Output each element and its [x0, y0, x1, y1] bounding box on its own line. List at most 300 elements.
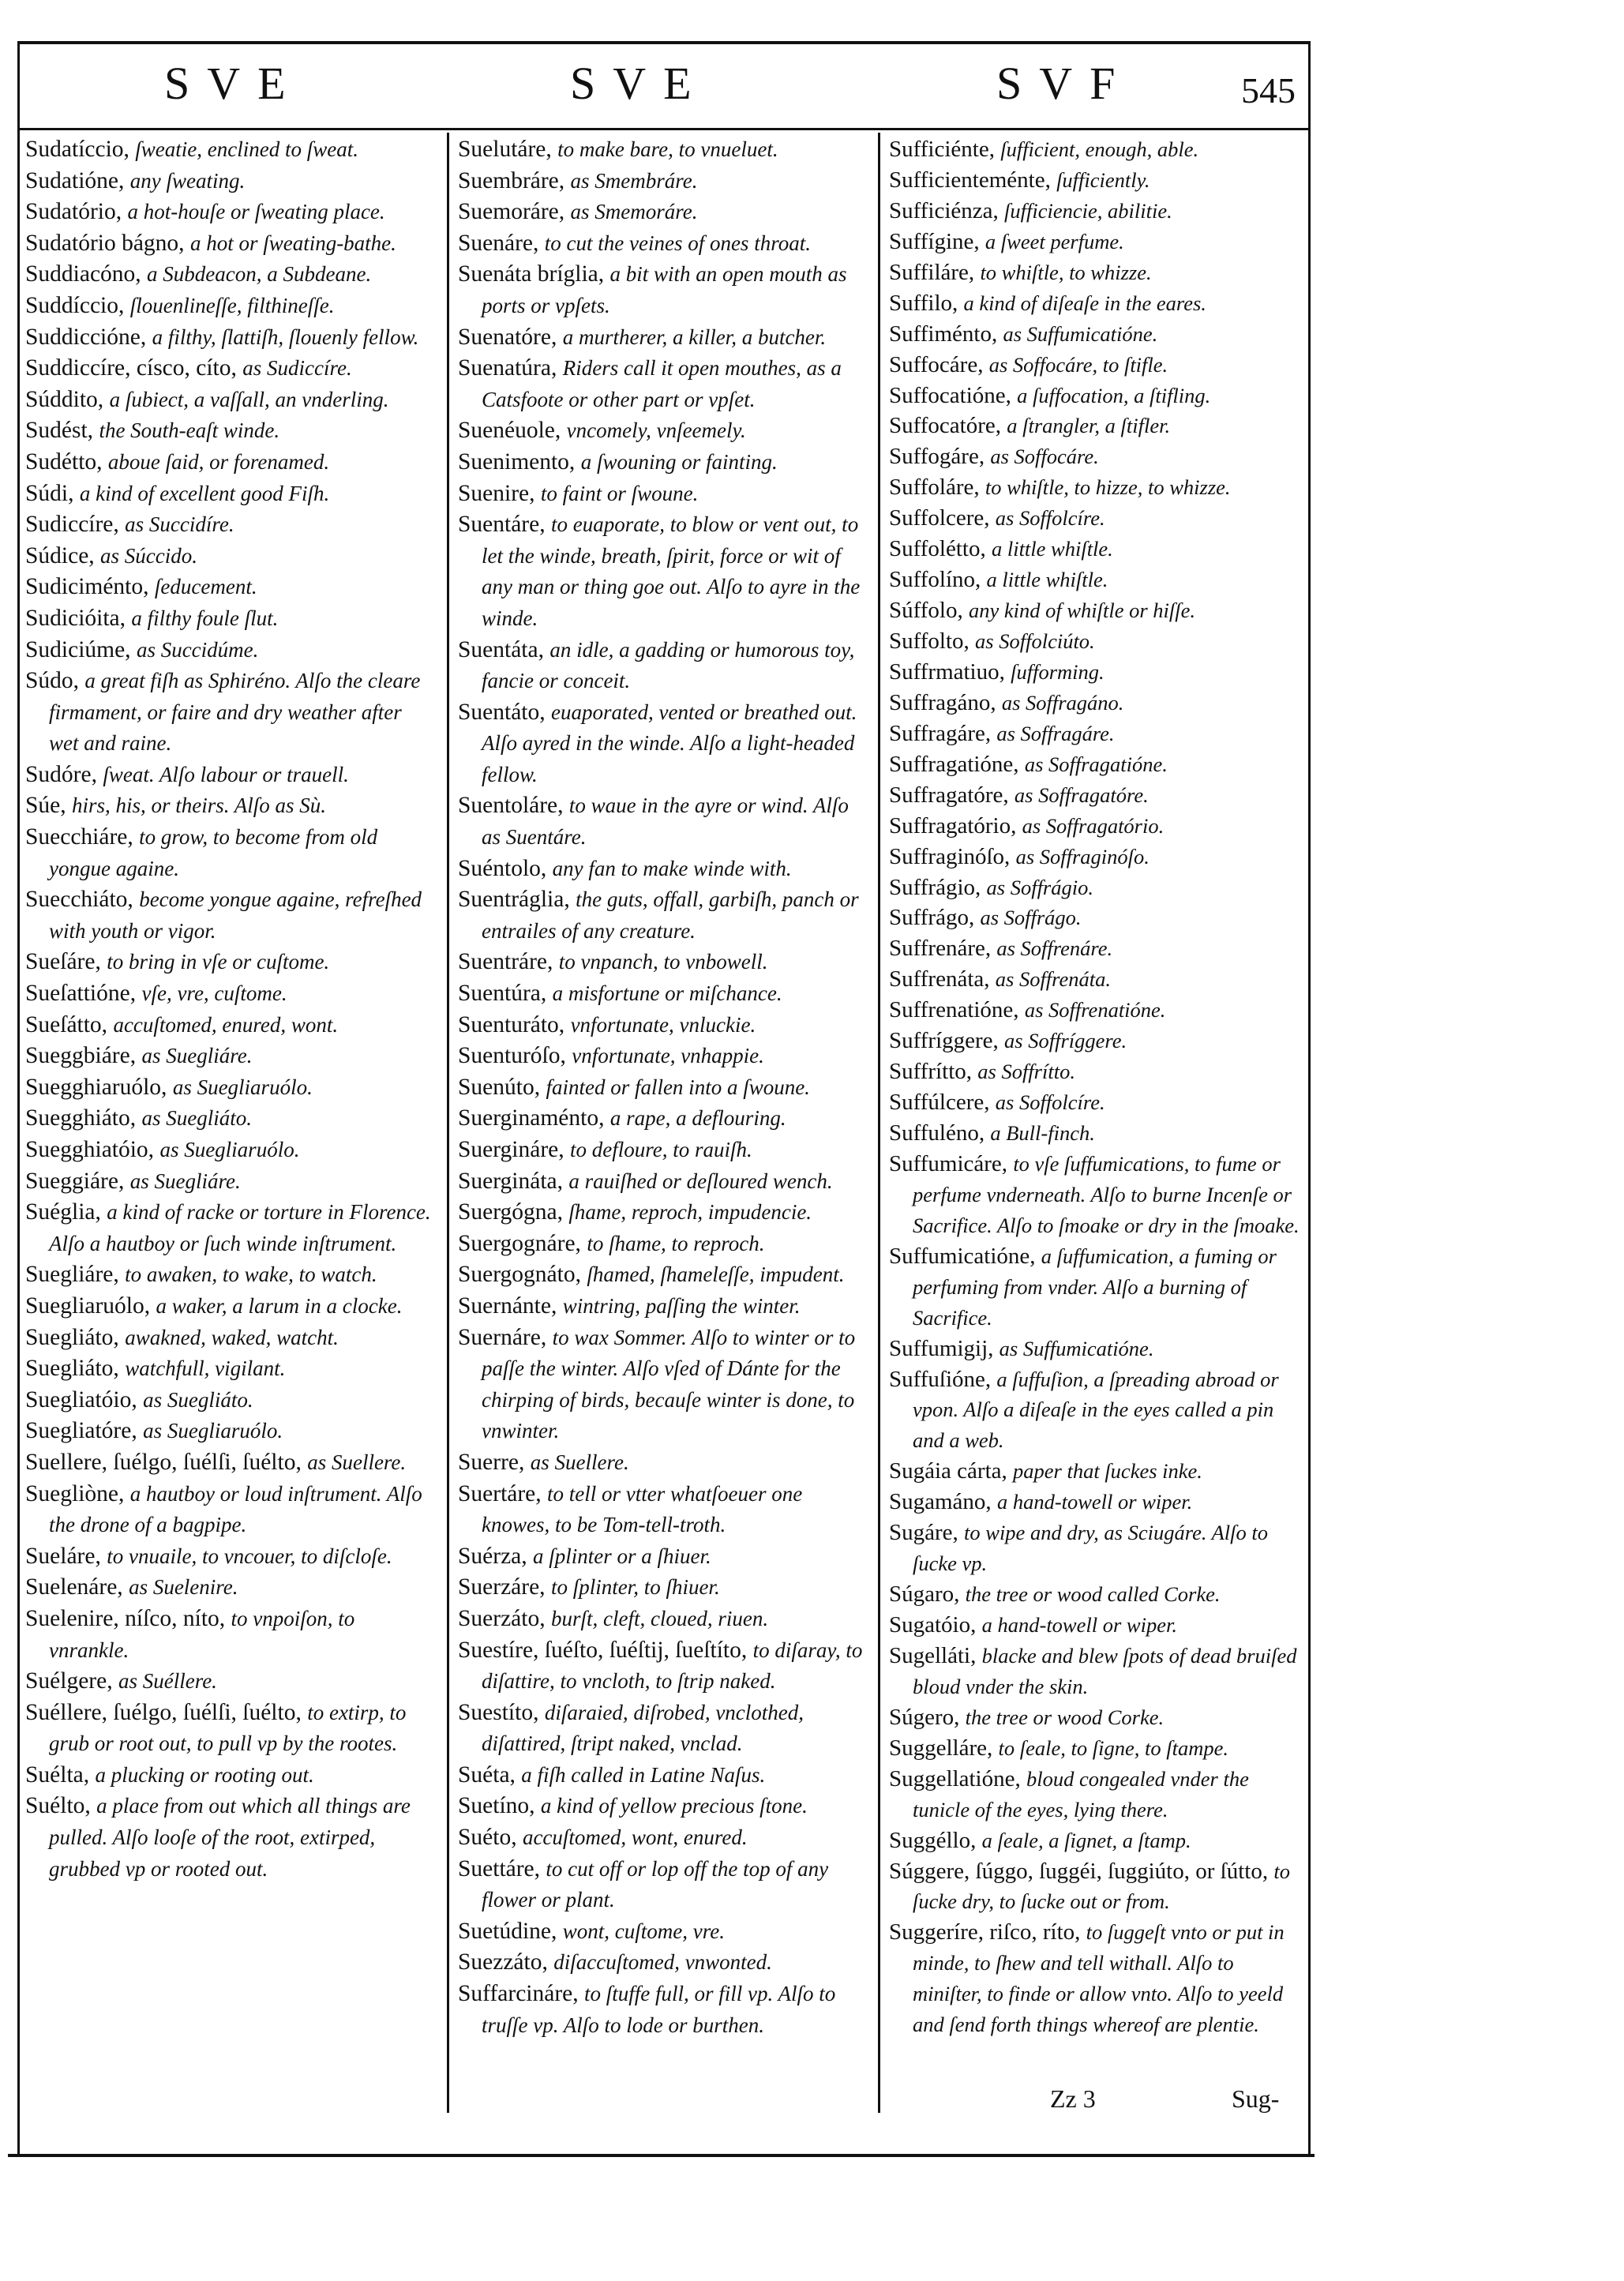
dictionary-entry	[25, 1479, 436, 1541]
headword: Suegliatóre,	[25, 1418, 137, 1444]
headword: Sudiccíre,	[25, 512, 119, 538]
definition: to grow, to become from old yongue againe.	[49, 825, 378, 880]
headword: Súggere, ſúggo, ſuggéi, ſuggiúto, or ſútto,	[889, 1858, 1269, 1884]
headword: Suffrenatióne,	[889, 997, 1019, 1023]
dictionary-entry	[25, 603, 436, 635]
definition: ſufficiently.	[1056, 167, 1150, 192]
definition: a place from out which all things are pulled. Alſo looſe of the root, extirped, grubbed vp or rooted out.	[49, 1794, 411, 1881]
dictionary-entry	[458, 1135, 868, 1166]
dictionary-entry	[889, 257, 1300, 288]
definition: any fan to make winde with.	[552, 856, 792, 880]
dictionary-entry	[25, 790, 436, 822]
headword: Suegliatóio,	[25, 1386, 137, 1412]
headword: Suegghiáto,	[25, 1105, 137, 1131]
headword: Sueſáre,	[25, 949, 101, 975]
definition: ſufficiencie, abilitie.	[1004, 198, 1172, 223]
definition: a rape, a deflouring.	[609, 1106, 786, 1131]
dictionary-entry	[25, 947, 436, 978]
definition: a ſeale, a ſignet, a ſtamp.	[981, 1828, 1191, 1852]
definition: to make bare, to vnueluet.	[557, 137, 778, 161]
headword: Suentoláre,	[458, 793, 564, 819]
headword: Suéta,	[458, 1761, 516, 1788]
definition: diſaccuſtomed, vnwonted.	[553, 1950, 772, 1975]
definition: accuſtomed, wont, enured.	[522, 1825, 748, 1850]
definition: a ſuffuſion, a ſpreading abroad or vpon. Alſo a diſeaſe in the eyes called a pin and a web.	[913, 1367, 1279, 1453]
definition: vnfortunate, vnluckie.	[570, 1012, 756, 1037]
dictionary-entry	[889, 441, 1300, 472]
headword: Sugatóio,	[889, 1612, 977, 1638]
headword: Suffrágo,	[889, 905, 975, 931]
headword: Suerzáre,	[458, 1574, 546, 1600]
definition: a ſplinter or a ſhiuer.	[533, 1544, 711, 1568]
definition: fainted or fallen into a ſwoune.	[546, 1075, 810, 1099]
definition: any kind of whiſtle or hiſſe.	[968, 598, 1196, 623]
headword: Suerre,	[458, 1449, 525, 1475]
dictionary-entry	[25, 541, 436, 572]
headword: Suéglia,	[25, 1199, 101, 1225]
dictionary-entry	[458, 1947, 868, 1979]
dictionary-entry	[458, 978, 868, 1010]
definition: to whiſtle, to hizze, to whizze.	[985, 475, 1231, 500]
dictionary-entry	[889, 1764, 1300, 1825]
headword: Suffragatório,	[889, 812, 1017, 838]
definition: a plucking or rooting out.	[95, 1762, 314, 1787]
headword: Suggeríre, riſco, ríto,	[889, 1919, 1081, 1945]
definition: to vnpanch, to vnbowell.	[558, 950, 768, 974]
headword: Sudétto,	[25, 448, 103, 475]
definition: as Soffolciúto.	[975, 629, 1095, 653]
definition: accuſtomed, enured, wont.	[113, 1012, 339, 1037]
definition: a little whiſtle.	[986, 568, 1108, 592]
dictionary-entry	[889, 902, 1300, 933]
definition: a hand-towell or wiper.	[981, 1613, 1177, 1637]
dictionary-entry	[889, 1825, 1300, 1856]
definition: a Bull-finch.	[990, 1121, 1095, 1145]
dictionary-entry	[889, 688, 1300, 718]
definition: as Soffocáre, to ſtifle.	[988, 352, 1168, 377]
headword: Suélgere,	[25, 1668, 113, 1694]
headword: Suerginaménto,	[458, 1105, 605, 1131]
headword: Suegliáre,	[25, 1262, 119, 1288]
definition: a ſweet perfume.	[985, 229, 1124, 253]
headword: Suffolétto,	[889, 536, 986, 562]
dictionary-entry	[889, 842, 1300, 872]
headword: Suffríggere,	[889, 1028, 999, 1054]
headword: Suérza,	[458, 1543, 527, 1569]
definition: as Suegliáto.	[141, 1106, 252, 1131]
definition: as Soffragatióne.	[1024, 752, 1168, 776]
dictionary-entry	[889, 1518, 1300, 1579]
dictionary-entry	[458, 259, 868, 321]
dictionary-entry	[25, 1666, 436, 1698]
definition: to faint or ſwoune.	[540, 481, 699, 505]
dictionary-entry	[25, 572, 436, 603]
dictionary-entry	[889, 872, 1300, 903]
definition: as Suegliaruólo.	[159, 1138, 300, 1161]
headword: Suenturáto,	[458, 1011, 565, 1037]
definition: a filthy, ſlattiſh, ſlouenly fellow.	[152, 325, 419, 349]
dictionary-entry	[889, 1702, 1300, 1733]
definition: to defloure, to rauiſh.	[570, 1138, 752, 1161]
headword: Suegghiaruólo,	[25, 1074, 167, 1100]
headword: Suelenire, níſco, níto,	[25, 1605, 226, 1631]
headword: Suffoláre,	[889, 475, 980, 501]
headword: Suffrenáre,	[889, 936, 992, 962]
headword: Suergináta,	[458, 1168, 563, 1194]
headword: Suentáre,	[458, 512, 546, 538]
definition: ſeducement.	[154, 575, 257, 599]
dictionary-entry	[25, 134, 436, 166]
headword: Suegghiatóio,	[25, 1137, 155, 1162]
left-border	[17, 41, 20, 2157]
column-divider-2	[878, 133, 880, 2113]
definition: a murtherer, a killer, a butcher.	[562, 325, 827, 349]
definition: to diſaray, to diſattire, to vncloth, to ſtrip naked.	[482, 1638, 863, 1694]
headword: Súe,	[25, 793, 66, 819]
headword: Suenire,	[458, 480, 535, 506]
headword: Suddíccio,	[25, 292, 125, 318]
dictionary-entry	[889, 1087, 1300, 1118]
dictionary-entry	[25, 1760, 436, 1791]
headword: Suentáta,	[458, 636, 544, 662]
dictionary-entry	[25, 322, 436, 354]
dictionary-entry	[889, 1118, 1300, 1149]
catchword: Sug-	[1232, 2084, 1280, 2113]
definition: diſaraied, diſrobed, vnclothed, diſattired, ſtript naked, vnclad.	[482, 1700, 804, 1756]
definition: as Soffríggere.	[1004, 1029, 1127, 1053]
dictionary-entry	[25, 1166, 436, 1198]
dictionary-entry	[458, 1041, 868, 1072]
dictionary-entry	[458, 790, 868, 853]
dictionary-entry	[889, 534, 1300, 565]
headword: Suffolto,	[889, 628, 970, 654]
column-1	[25, 134, 436, 1885]
headword: Suggelláre,	[889, 1735, 993, 1761]
definition: as Suffumicatióne.	[1003, 321, 1158, 346]
dictionary-entry	[889, 933, 1300, 964]
headword: Sueláre,	[25, 1543, 101, 1569]
headword: Sufficiénte,	[889, 137, 995, 162]
headword: Sueggiáre,	[25, 1168, 125, 1194]
definition: a great fiſh as Sphiréno. Alſo the cleare firmament, or faire and dry weather after wet and raine.	[49, 669, 421, 756]
dictionary-entry	[25, 1103, 436, 1135]
headword: Suélto,	[25, 1793, 91, 1819]
headword: Suffiménto,	[889, 321, 998, 347]
dictionary-entry	[458, 197, 868, 228]
dictionary-entry	[889, 1026, 1300, 1056]
dictionary-entry	[458, 1635, 868, 1698]
definition: a kind of excellent good Fiſh.	[79, 481, 330, 505]
definition: vncomely, vnſeemely.	[566, 418, 746, 443]
dictionary-entry	[25, 1604, 436, 1666]
definition: a rauiſhed or deſloured wench.	[568, 1169, 833, 1193]
headword: Suernáre,	[458, 1324, 547, 1350]
dictionary-entry	[458, 1916, 868, 1948]
dictionary-entry	[25, 1259, 436, 1291]
headword: Súddito,	[25, 386, 104, 412]
running-head-right: SVF	[996, 58, 1133, 109]
definition: a hot-houſe or ſweating place.	[127, 200, 385, 224]
headword: Suemoráre,	[458, 199, 565, 225]
headword: Suggéllo,	[889, 1827, 977, 1853]
definition: to wax Sommer. Alſo to winter or to paſſe the winter. Alſo vſed of Dánte for the chirping of birds, becauſe winter is done, to vnwinter.	[482, 1325, 856, 1443]
right-border	[1308, 41, 1311, 2157]
headword: Suffrenáta,	[889, 966, 990, 992]
dictionary-entry	[25, 228, 436, 260]
headword: Sugáia cárta,	[889, 1458, 1007, 1484]
definition: the tree or wood called Corke.	[965, 1582, 1221, 1607]
headword: Suestíre, ſuéſto, ſuéſtij, ſueſtíto,	[458, 1637, 748, 1663]
dictionary-entry	[25, 666, 436, 760]
dictionary-entry	[889, 1364, 1300, 1457]
dictionary-entry	[25, 509, 436, 541]
dictionary-entry	[25, 1291, 436, 1322]
definition: to ſtuffe full, or fill vp. Alſo to truſſe vp. Alſo to lode or burthen.	[482, 1982, 836, 2037]
dictionary-entry	[889, 995, 1300, 1026]
definition: the South-eaſt winde.	[99, 418, 280, 443]
headword: Suffuſióne,	[889, 1366, 992, 1392]
headword: Suffolíno,	[889, 567, 981, 593]
headword: Suentráre,	[458, 949, 553, 975]
signature-mark: Zz 3	[1050, 2084, 1096, 2113]
definition: to bring in vſe or cuſtome.	[107, 950, 330, 974]
headword: Súgero,	[889, 1704, 960, 1730]
definition: as Smemoráre.	[570, 200, 698, 224]
headword: Suenturóſo,	[458, 1043, 566, 1069]
definition: the tree or wood Corke.	[965, 1705, 1165, 1729]
headword: Sudiciúme,	[25, 636, 131, 662]
headword: Suecchiáto,	[25, 887, 133, 913]
definition: blacke and blew ſpots of dead bruiſed bloud vnder the skin.	[913, 1643, 1297, 1698]
headword: Suéllere, ſuélgo, ſuélſi, ſuélto,	[25, 1699, 302, 1725]
dictionary-entry	[889, 749, 1300, 780]
headword: Sudiciménto,	[25, 574, 149, 600]
definition: an idle, a gadding or humorous toy, fancie or conceit.	[482, 637, 855, 693]
definition: a little whiſtle.	[991, 537, 1113, 561]
definition: as Succidúme.	[136, 637, 259, 662]
dictionary-entry	[25, 291, 436, 322]
dictionary-entry	[889, 1733, 1300, 1764]
definition: burſt, cleft, cloued, riuen.	[550, 1606, 769, 1630]
definition: as Soffrágio.	[986, 875, 1093, 899]
dictionary-entry	[25, 1541, 436, 1573]
dictionary-entry	[458, 228, 868, 260]
dictionary-entry	[458, 635, 868, 697]
dictionary-entry	[458, 322, 868, 354]
definition: a ſtrangler, a ſtifler.	[1007, 414, 1171, 438]
headword: Sufficienteménte,	[889, 167, 1051, 193]
running-head-center: SVE	[570, 58, 709, 109]
definition: as Soffrenáre.	[996, 936, 1113, 961]
headword: Suelenáre,	[25, 1574, 123, 1600]
definition: to cut the veines of ones throat.	[544, 231, 811, 255]
dictionary-entry	[889, 134, 1300, 165]
headword: Suffocatióne,	[889, 382, 1011, 408]
dictionary-entry	[25, 635, 436, 666]
definition: to extirp, to grub or root out, to pull vp by the rootes.	[49, 1700, 407, 1756]
definition: a ſubiect, a vaſſall, an vnderling.	[109, 387, 389, 411]
dictionary-entry	[458, 1322, 868, 1447]
dictionary-entry	[889, 1579, 1300, 1610]
headword: Suffarcináre,	[458, 1981, 579, 2007]
dictionary-entry	[889, 503, 1300, 534]
dictionary-entry	[25, 353, 436, 385]
headword: Suffocatóre,	[889, 413, 1001, 439]
headword: Sueſátto,	[25, 1011, 108, 1037]
definition: to vnpoiſon, to vnrankle.	[49, 1606, 355, 1662]
dictionary-entry	[458, 1291, 868, 1322]
dictionary-entry	[25, 1385, 436, 1416]
headword: Suenatóre,	[458, 324, 557, 350]
dictionary-entry	[458, 1447, 868, 1479]
page-number: 545	[1241, 70, 1296, 111]
headword: Suentúra,	[458, 981, 547, 1007]
definition: as Súccido.	[100, 543, 198, 568]
headword: Suelutáre,	[458, 137, 552, 162]
definition: to euaporate, to blow or vent out, to let the winde, breath, ſpirit, force or wit of any man or thing goe out. Alſo to ayre in the winde.	[482, 512, 861, 630]
dictionary-entry	[458, 884, 868, 947]
definition: as Suegliáre.	[141, 1044, 253, 1068]
headword: Suenáta bríglia,	[458, 261, 605, 287]
dictionary-entry	[25, 166, 436, 197]
definition: a misfortune or miſchance.	[552, 981, 782, 1006]
headword: Súffolo,	[889, 598, 963, 624]
definition: paper that ſuckes inke.	[1013, 1459, 1202, 1484]
definition: a kind of racke or torture in Florence. Alſo a hautboy or ſuch winde inſtrument.	[49, 1200, 431, 1255]
dictionary-entry	[458, 1010, 868, 1041]
definition: euaporated, vented or breathed out. Alſo ayred in the winde. Alſo a light-headed fellow.	[482, 700, 857, 786]
dictionary-entry	[458, 447, 868, 478]
headword: Suettáre,	[458, 1855, 541, 1881]
headword: Suffolcere,	[889, 505, 990, 531]
dictionary-entry	[889, 718, 1300, 749]
dictionary-entry	[25, 259, 436, 291]
definition: as Soffocáre.	[990, 445, 1099, 469]
dictionary-entry	[25, 1791, 436, 1885]
definition: as Soffrágo.	[980, 906, 1082, 930]
definition: vſe, vre, cuſtome.	[141, 981, 287, 1006]
dictionary-entry	[25, 1416, 436, 1447]
headword: Suffrítto,	[889, 1059, 972, 1085]
dictionary-entry	[458, 1822, 868, 1854]
dictionary-entry	[458, 1541, 868, 1573]
dictionary-entry	[458, 1072, 868, 1104]
definition: as Soffrítto.	[977, 1060, 1075, 1084]
definition: ſhamed, ſhameleſſe, impudent.	[587, 1262, 845, 1287]
headword: Suegliaruólo,	[25, 1292, 151, 1319]
headword: Súdice,	[25, 542, 95, 568]
dictionary-entry	[889, 1241, 1300, 1334]
definition: as Soffragatório.	[1022, 813, 1165, 838]
headword: Suffilo,	[889, 290, 958, 316]
headword: Suélta,	[25, 1761, 90, 1788]
dictionary-entry	[25, 1353, 436, 1385]
dictionary-entry	[25, 1010, 436, 1041]
definition: a ſuffocation, a ſtifling.	[1017, 383, 1211, 407]
definition: vnfortunate, vnhappie.	[572, 1044, 764, 1068]
dictionary-entry	[25, 884, 436, 947]
definition: a fiſh called in Latine Naſus.	[521, 1762, 766, 1787]
headword: Sugelláti,	[889, 1642, 977, 1668]
definition: a hautboy or loud inſtrument. Alſo the drone of a bagpipe.	[49, 1481, 422, 1537]
definition: a kind of yellow precious ſtone.	[540, 1794, 808, 1818]
dictionary-entry	[458, 478, 868, 510]
definition: Riders call it open mouthes, as a Catsfoote or other part or vpſet.	[482, 356, 842, 411]
definition: as Suegliáto.	[143, 1387, 253, 1412]
headword: Sudatório bágno,	[25, 230, 185, 256]
dictionary-entry	[458, 853, 868, 885]
definition: to ſeale, to ſigne, to ſtampe.	[998, 1735, 1228, 1760]
dictionary-entry	[458, 1854, 868, 1916]
headword: Suentáto,	[458, 699, 546, 725]
definition: any ſweating.	[129, 168, 246, 193]
headword: Suembráre,	[458, 167, 565, 193]
dictionary-entry	[889, 626, 1300, 657]
definition: to cut off or lop off the top of any flower or plant.	[482, 1856, 829, 1912]
definition: as Suéllere.	[118, 1669, 217, 1694]
dictionary-entry	[25, 197, 436, 228]
headword: Suentráglia,	[458, 887, 570, 913]
headword: Suéntolo,	[458, 855, 547, 881]
dictionary-entry	[458, 1103, 868, 1135]
dictionary-entry	[25, 1197, 436, 1259]
dictionary-entry	[889, 472, 1300, 503]
definition: as Suellere.	[530, 1450, 629, 1474]
dictionary-entry	[458, 1791, 868, 1822]
dictionary-entry	[889, 1456, 1300, 1487]
dictionary-entry	[889, 811, 1300, 842]
headword: Suggellatióne,	[889, 1765, 1021, 1791]
dictionary-entry	[458, 1572, 868, 1604]
definition: as Sudiccíre.	[242, 356, 352, 381]
headword: Suergógna,	[458, 1199, 564, 1225]
top-rule	[17, 41, 1311, 44]
headword: Súdi,	[25, 480, 74, 506]
headword: Sudóre,	[25, 761, 97, 787]
definition: as Soffragáre.	[996, 721, 1115, 745]
headword: Suffiláre,	[889, 259, 975, 285]
dictionary-entry	[458, 134, 868, 166]
headword: Sugamáno,	[889, 1489, 992, 1515]
headword: Sudatório,	[25, 199, 122, 225]
definition: as Suegliáre.	[129, 1169, 241, 1193]
dictionary-entry	[889, 165, 1300, 196]
definition: as Soffraginóſo.	[1015, 844, 1150, 869]
headword: Suffumicáre,	[889, 1150, 1008, 1176]
headword: Suenúto,	[458, 1074, 541, 1100]
headword: Sudicióita,	[25, 605, 126, 631]
dictionary-entry	[458, 1197, 868, 1229]
definition: as Succidíre.	[125, 512, 234, 537]
dictionary-entry	[458, 1479, 868, 1541]
headword: Súgaro,	[889, 1581, 960, 1608]
dictionary-entry	[889, 1487, 1300, 1518]
headword: Suenatúra,	[458, 355, 557, 381]
headword: Súdo,	[25, 668, 80, 694]
definition: as Soffragáno.	[1001, 690, 1124, 715]
headword: Suffúlcere,	[889, 1090, 990, 1116]
definition: to tell or vtter whatſoeuer one knowes, to be Tom-tell-troth.	[482, 1481, 803, 1537]
definition: as Smembráre.	[570, 168, 698, 193]
dictionary-entry	[25, 1072, 436, 1104]
headword: Suegliáto,	[25, 1324, 119, 1350]
headword: Suffragáre,	[889, 720, 992, 746]
dictionary-entry	[25, 1041, 436, 1072]
dictionary-entry	[889, 964, 1300, 995]
headword: Suddiacóno,	[25, 261, 141, 287]
definition: ſweatie, enclined to ſweat.	[135, 137, 358, 161]
dictionary-entry	[25, 1447, 436, 1479]
